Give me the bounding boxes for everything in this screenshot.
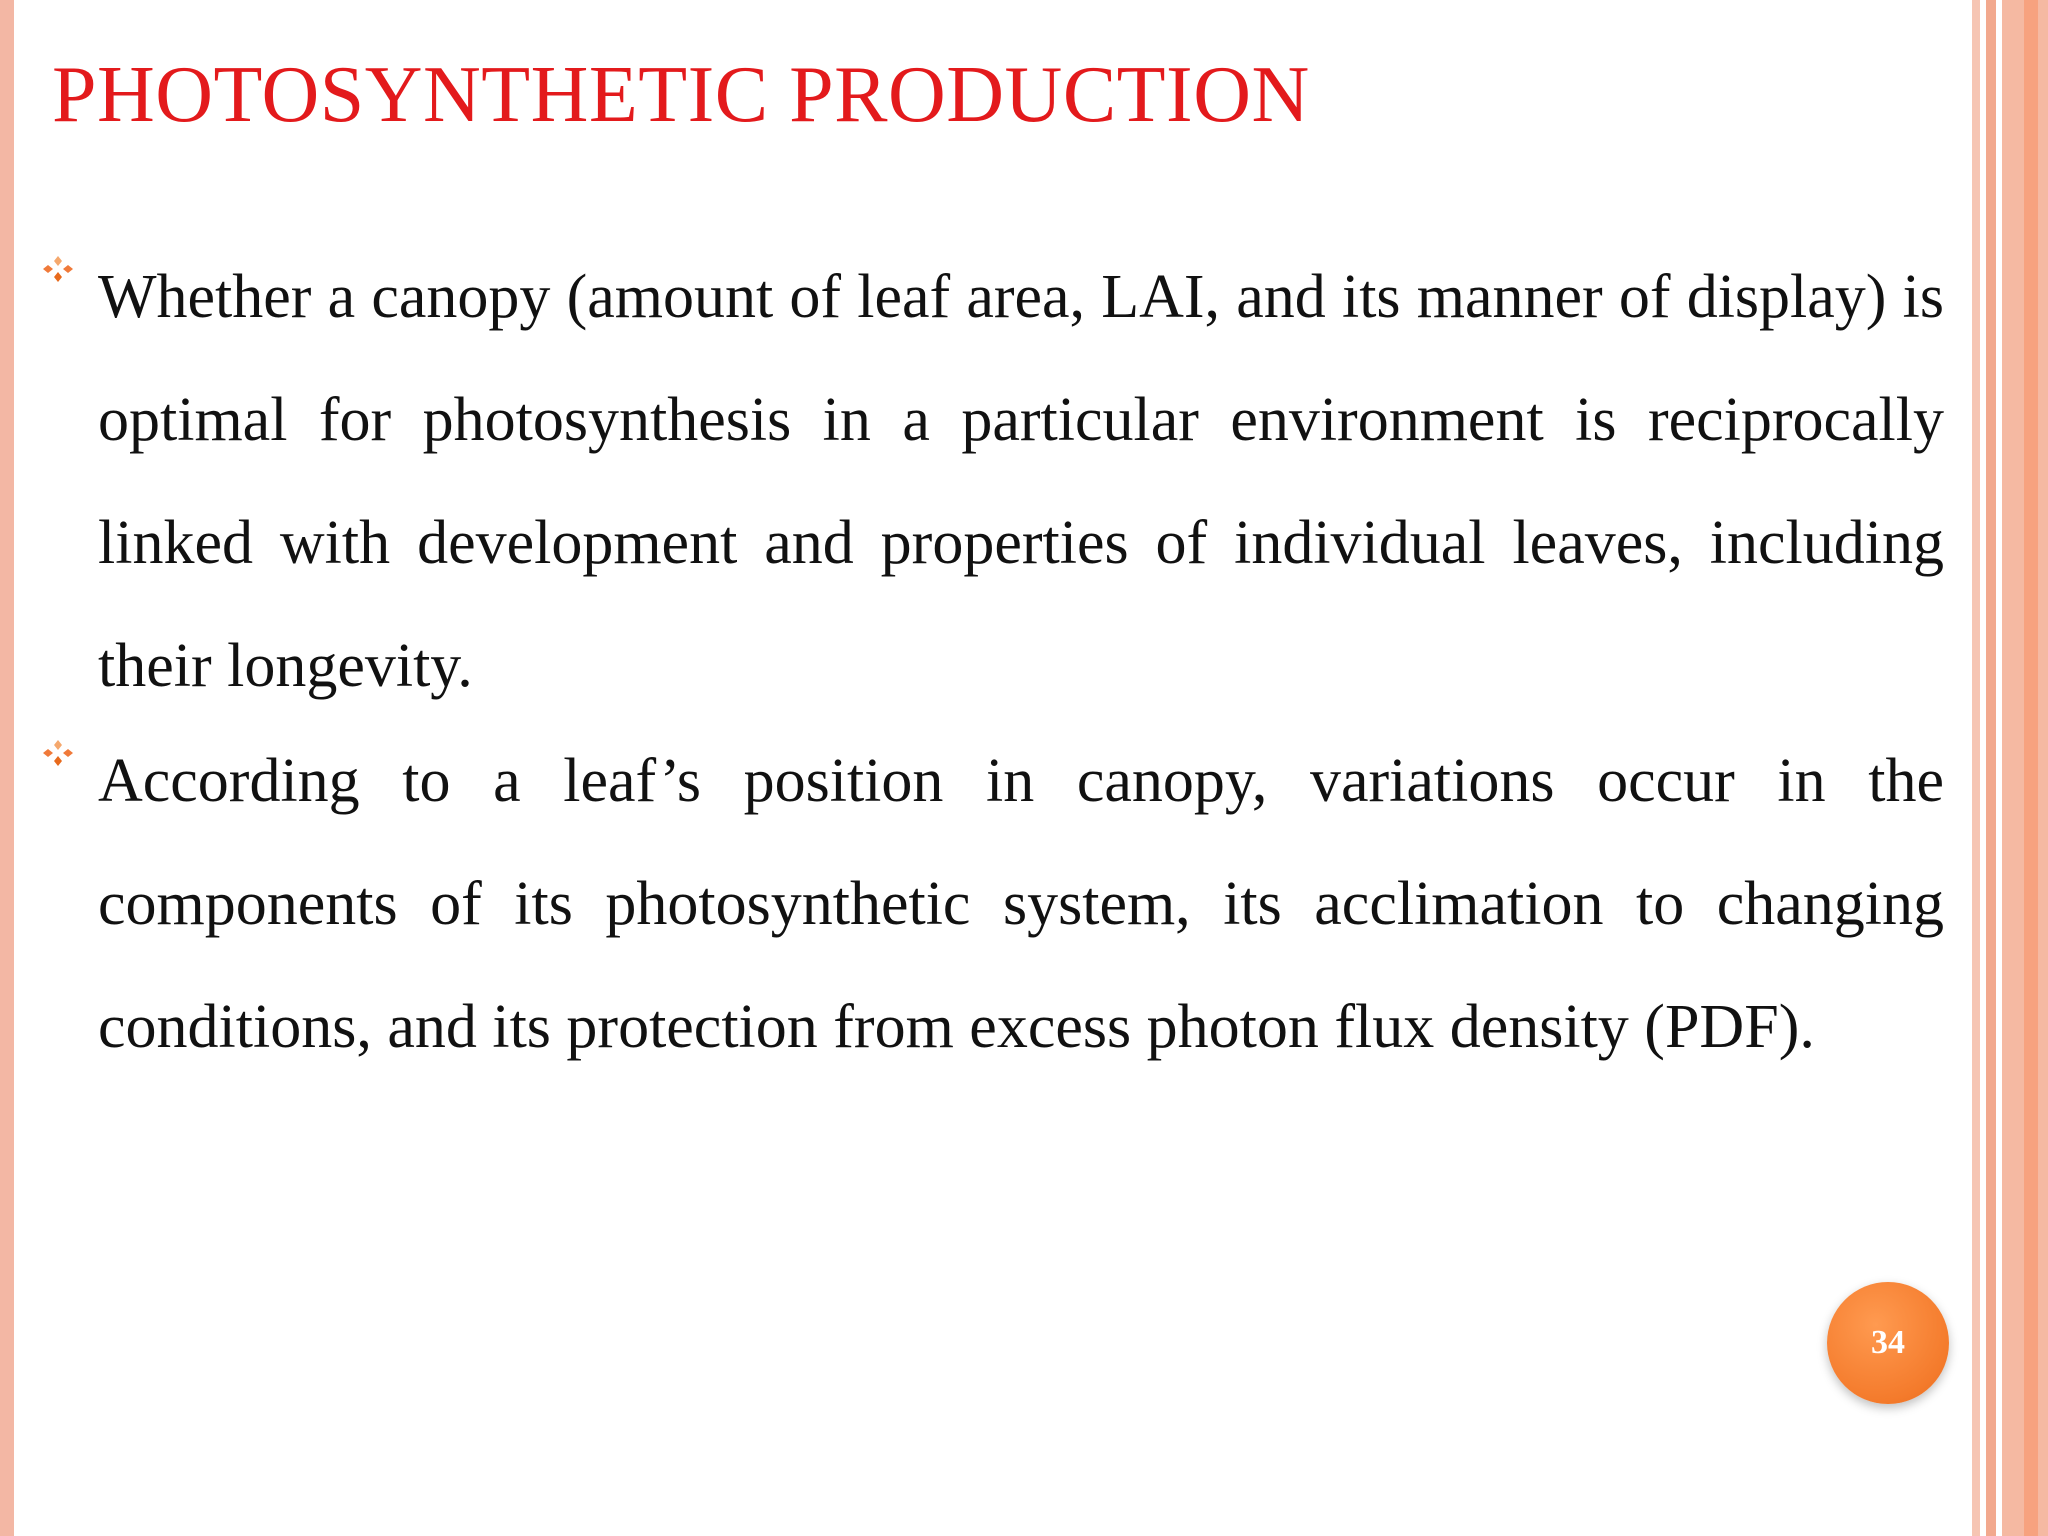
bullet-text: According to a leaf’s position in canopy, variations occur in the components of its photosynthetic system, its acclimation to changing conditions, and its protection from excess photon flux density (PDF). — [98, 747, 1944, 1061]
page-number-badge — [1827, 1282, 1949, 1404]
diamond-bullet-icon — [42, 254, 74, 286]
bullet-item — [36, 236, 1944, 728]
page-number: 34 — [1871, 1324, 1905, 1361]
bullet-text: Whether a canopy (amount of leaf area, LAI, and its manner of display) is optimal for photosynthesis in a particular environment is reciprocally linked with development and properties of individual leaves, including their longevity. — [98, 263, 1944, 700]
diamond-bullet-icon — [42, 738, 74, 770]
bullet-list — [36, 263, 1944, 1111]
slide-title: PHOTOSYNTHETIC PRODUCTION — [52, 51, 1310, 139]
left-border-decoration — [0, 0, 14, 1536]
right-border-decoration — [1966, 0, 2048, 1536]
bullet-item — [36, 720, 1944, 1089]
